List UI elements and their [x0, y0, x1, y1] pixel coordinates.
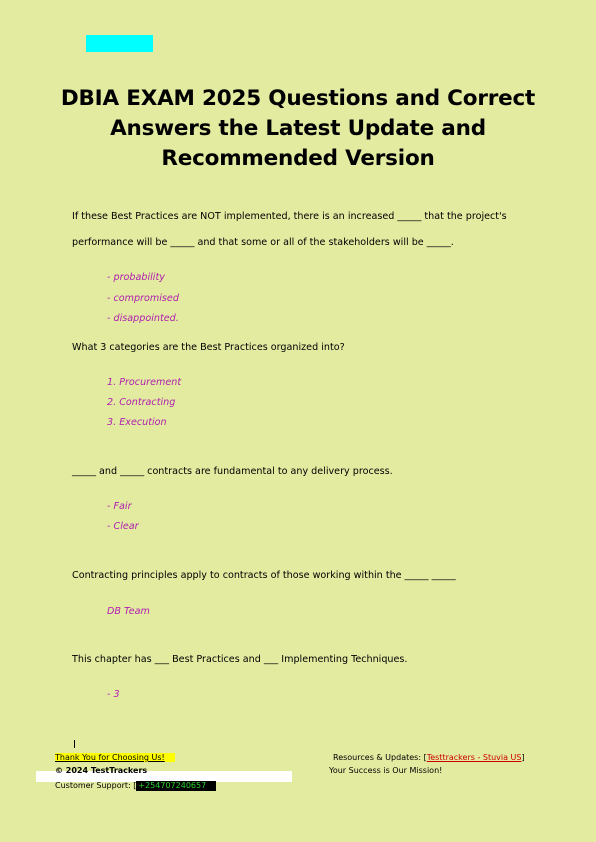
question-4-line-1: Contracting principles apply to contracts of those working within the _____ _____ — [72, 570, 456, 581]
support-phone[interactable]: +254707240657 — [136, 781, 216, 791]
answer-text: - disappointed. — [107, 313, 179, 324]
support-label: Customer Support: [ — [55, 781, 137, 790]
mission-text: Your Success is Our Mission! — [329, 766, 443, 775]
footer-copyright — [53, 766, 147, 776]
answer-text: - probability — [107, 272, 165, 283]
bullet-icon — [90, 293, 99, 303]
answer-item — [90, 606, 150, 618]
copyright-text: © 2024 TestTrackers — [55, 766, 148, 775]
answer-text: 2. Contracting — [107, 397, 176, 408]
bullet-icon — [90, 501, 99, 511]
resources-link[interactable]: Testtrackers - Stuvia US — [426, 753, 522, 762]
bullet-icon — [90, 377, 99, 387]
bullet-icon — [90, 397, 99, 407]
answer-item — [90, 521, 139, 533]
resources-label: Resources & Updates: [ — [333, 753, 427, 762]
text-cursor — [74, 740, 75, 748]
bullet-icon — [90, 313, 99, 323]
question-1-line-1: If these Best Practices are NOT implemented, there is an increased _____ that the project's — [72, 211, 507, 222]
bullet-icon — [90, 521, 99, 531]
title-line-3: Recommended Version — [161, 146, 435, 171]
cyan-highlight-bar — [86, 35, 153, 52]
bullet-icon — [90, 417, 99, 427]
answer-item — [90, 272, 165, 284]
document-title — [40, 84, 556, 174]
bullet-icon — [90, 606, 99, 616]
bullet-icon — [90, 272, 99, 282]
footer-resources — [331, 753, 525, 763]
answer-item — [90, 501, 132, 513]
footer-mission — [327, 766, 442, 776]
question-1-line-2: performance will be _____ and that some or all of the stakeholders will be _____. — [72, 237, 454, 248]
title-line-2: Answers the Latest Update and — [110, 116, 486, 141]
answer-text: - Clear — [107, 521, 139, 532]
bullet-icon — [90, 709, 99, 719]
answer-text: - Fair — [107, 501, 132, 512]
answer-item — [90, 293, 179, 305]
answer-text: 3. Execution — [107, 417, 167, 428]
answer-item — [90, 417, 167, 429]
question-2-line-1: What 3 categories are the Best Practices organized into? — [72, 342, 345, 353]
question-5-line-1: This chapter has ___ Best Practices and ___ Implementing Techniques. — [72, 654, 408, 665]
answer-item — [90, 397, 175, 409]
answer-item — [90, 313, 179, 325]
answer-text: DB Team — [107, 606, 150, 617]
question-3-line-1: _____ and _____ contracts are fundamental to any delivery process. — [72, 466, 393, 477]
title-line-1: DBIA EXAM 2025 Questions and Correct — [60, 86, 536, 111]
bullet-icon — [90, 689, 99, 699]
answer-item — [90, 709, 107, 721]
answer-text: 1. Procurement — [107, 377, 182, 388]
answer-text: - 3 — [107, 689, 120, 700]
answer-item — [90, 689, 120, 701]
footer-thanks — [53, 753, 175, 763]
resources-close: ] — [521, 753, 525, 762]
thanks-text: Thank You for Choosing Us! — [55, 753, 175, 762]
footer-support — [53, 781, 216, 791]
answer-text: - compromised — [107, 293, 179, 304]
answer-item — [90, 377, 181, 389]
